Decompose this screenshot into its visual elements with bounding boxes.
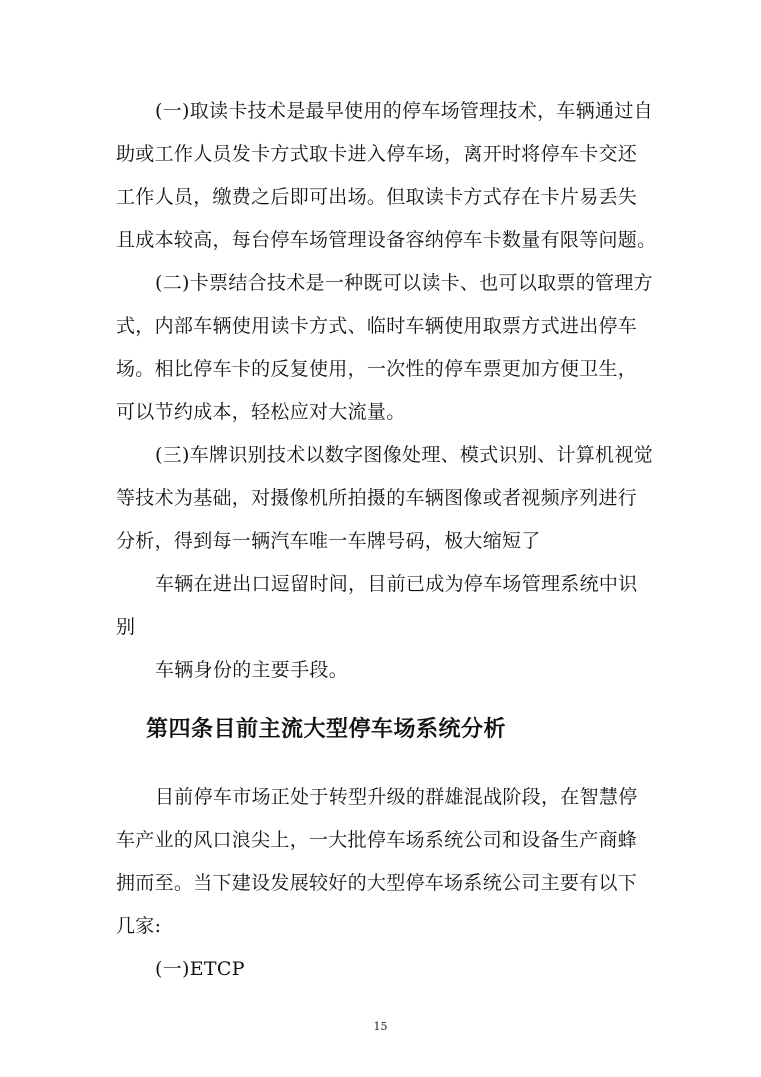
paragraph-line: 别: [116, 616, 136, 638]
paragraph-line: 可以节约成本，轻松应对大流量。: [116, 401, 406, 423]
paragraph-line: 等技术为基础，对摄像机所拍摄的车辆图像或者视频序列进行: [116, 487, 638, 509]
paragraph-line: 车辆身份的主要手段。: [155, 659, 349, 681]
paragraph-line: 工作人员，缴费之后即可出场。但取读卡方式存在卡片易丢失: [116, 186, 638, 208]
paragraph-line: 场。相比停车卡的反复使用，一次性的停车票更加方便卫生，: [116, 358, 638, 380]
paragraph-line: 助或工作人员发卡方式取卡进入停车场，离开时将停车卡交还: [116, 143, 638, 165]
paragraph-line: (二)卡票结合技术是一种既可以读卡、也可以取票的管理方: [155, 272, 653, 294]
paragraph-line: 目前停车市场正处于转型升级的群雄混战阶段，在智慧停: [155, 786, 638, 808]
list-item: (一)ETCP: [155, 958, 245, 980]
paragraph-line: (一)取读卡技术是最早使用的停车场管理技术，车辆通过自: [155, 100, 653, 122]
paragraph-line: 且成本较高，每台停车场管理设备容纳停车卡数量有限等问题。: [116, 229, 657, 251]
paragraph-line: (三)车牌识别技术以数字图像处理、模式识别、计算机视觉: [155, 444, 653, 466]
paragraph-line: 车辆在进出口逗留时间，目前已成为停车场管理系统中识: [155, 573, 638, 595]
page-number: 15: [373, 1020, 388, 1033]
paragraph-line: 拥而至。当下建设发展较好的大型停车场系统公司主要有以下: [116, 872, 638, 894]
paragraph-line: 式，内部车辆使用读卡方式、临时车辆使用取票方式进出停车: [116, 315, 638, 337]
paragraph-line: 几家:: [116, 915, 162, 937]
paragraph-line: 分析，得到每一辆汽车唯一车牌号码，极大缩短了: [116, 530, 541, 552]
paragraph-line: 车产业的风口浪尖上，一大批停车场系统公司和设备生产商蜂: [116, 829, 638, 851]
section-heading: 第四条目前主流大型停车场系统分析: [146, 717, 507, 742]
